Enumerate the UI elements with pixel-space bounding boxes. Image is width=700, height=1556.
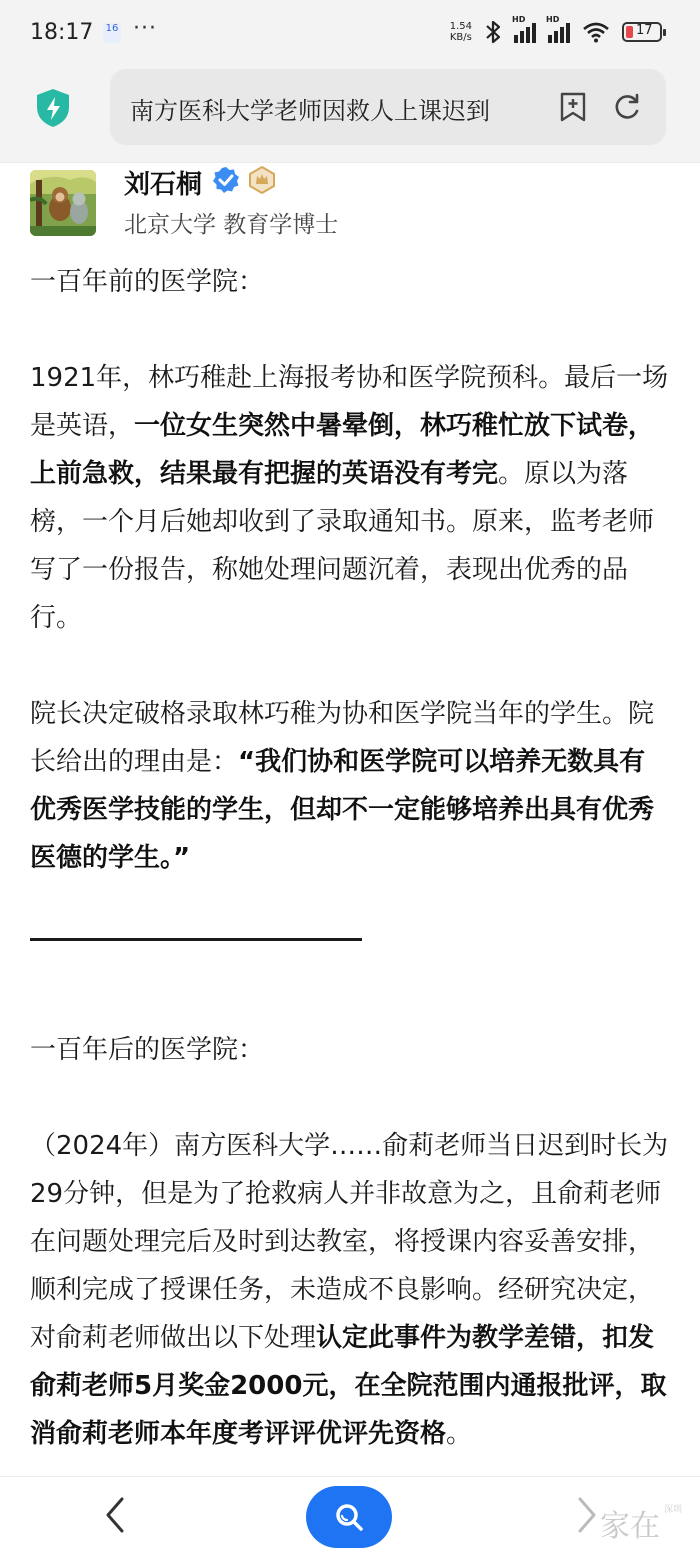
status-icons — [449, 15, 662, 44]
browser-header — [0, 66, 700, 163]
paragraph-spacer — [30, 642, 670, 690]
verified-badge-icon — [212, 166, 240, 198]
level-badge-icon — [248, 166, 276, 198]
author-bio: 北京大学 教育学博士 — [124, 212, 339, 238]
paragraph-spacer — [30, 1074, 670, 1122]
more-notifications-icon: ··· — [133, 16, 157, 41]
search-box[interactable] — [110, 69, 666, 145]
search-button[interactable] — [306, 1486, 392, 1548]
back-arrow-icon[interactable] — [100, 1495, 130, 1539]
paragraph-heading-present: 一百年后的医学院： — [30, 1035, 265, 1065]
paragraph-dean-decision — [30, 690, 670, 882]
paragraph-text: （2024年）南方医科大学……俞莉老师当日迟到时长为29分钟，但是为了抢救病人并非故意为之，且俞莉老师在问题处理完后及时到达教室，将授课内容妥善安排，顺利完成了授课任务，未造成不良影响。经研究决定，对俞莉老师做出以下处理 — [30, 1131, 669, 1353]
paragraph-spacer — [30, 306, 670, 354]
paragraph-heading-past: 一百年前的医学院： — [30, 267, 265, 297]
author-avatar[interactable] — [30, 170, 96, 236]
signal-hd-label-2: HD — [546, 15, 560, 24]
paragraph-2024-case — [30, 1122, 670, 1458]
paragraph-text: 院长决定破格录取林巧稚为协和医学院当年的学生。院长给出的理由是： — [30, 699, 655, 777]
bluetooth-icon — [484, 20, 502, 44]
battery-level-fill — [626, 26, 633, 38]
battery-icon — [622, 22, 662, 42]
network-speed-value: 1.54 — [449, 21, 472, 32]
forward-arrow-icon[interactable] — [572, 1495, 602, 1539]
status-bar — [0, 0, 700, 66]
network-speed-unit: KB/s — [449, 32, 472, 43]
article-body — [30, 258, 670, 1458]
security-shield-icon[interactable] — [34, 87, 72, 133]
paragraph-lin-qiaozhi-story — [30, 354, 670, 642]
refresh-icon[interactable] — [612, 91, 642, 127]
search-text-fade — [490, 79, 550, 135]
separator-line — [30, 938, 362, 941]
bookmark-add-icon[interactable] — [558, 91, 588, 127]
paragraph-spacer — [30, 882, 670, 1026]
paragraph-bold-quote: “我们协和医学院可以培养无数具有优秀医学技能的学生，但却不一定能够培养出具有优秀医德的学生。” — [30, 747, 655, 873]
battery-level-text: 17 — [636, 23, 653, 38]
signal-hd-label: HD — [512, 15, 526, 24]
signal-strength-icon — [512, 15, 536, 43]
network-speed — [450, 21, 472, 43]
signal-strength-icon-2 — [546, 15, 570, 43]
notification-badge-icon: 16 — [103, 23, 121, 43]
search-query-text[interactable]: 南方医科大学老师因救人上课迟到 — [130, 97, 490, 125]
paragraph-bold-text: 一位女生突然中暑晕倒，林巧稚忙放下试卷，上前急救，结果最有把握的英语没有考完 — [30, 411, 655, 489]
paragraph-text: 。原以为落榜，一个月后她却收到了录取通知书。原来，监考老师写了一份报告，称她处理问题沉着，表现出优秀的品行。 — [30, 459, 655, 633]
paragraph-bold-text: 认定此事件为教学差错，扣发俞莉老师5月奖金2000元，在全院范围内通报批评，取消俞莉老师本年度考评评优评先资格 — [30, 1323, 667, 1449]
status-time: 18:17 — [30, 20, 94, 45]
bottom-navigation — [0, 1476, 700, 1556]
paragraph-text: 1921年，林巧稚赴上海报考协和医学院预科。最后一场是英语， — [30, 363, 669, 441]
wifi-icon — [582, 21, 610, 43]
watermark: 家在 — [600, 1509, 660, 1544]
search-icon — [333, 1501, 365, 1533]
watermark-small: 深圳 — [663, 1505, 682, 1515]
paragraph-text: 。 — [446, 1419, 473, 1449]
author-name[interactable]: 刘石桐 — [124, 170, 203, 200]
